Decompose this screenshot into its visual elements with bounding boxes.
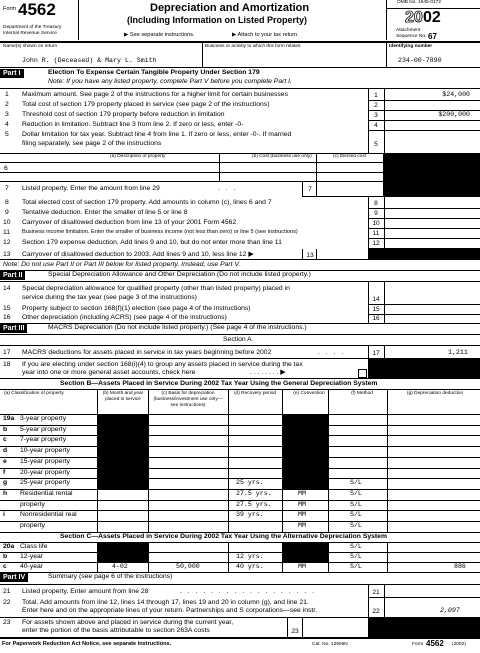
part1-line-number: 1 <box>5 91 9 98</box>
row-number: d <box>3 447 8 455</box>
recovery-period: 27.5 yrs. <box>236 489 272 497</box>
row-label: property <box>20 500 45 508</box>
tax-year-suffix: 02 <box>423 9 441 26</box>
part2-line-text: Special depreciation allowance for qualified property (other than listed property) placed in <box>22 285 290 292</box>
footer-cat-no: Cat. No. 12906N <box>312 642 348 647</box>
form-title: Depreciation and Amortization <box>150 2 310 14</box>
row-label: 5-year property <box>20 425 67 433</box>
convention: MM <box>298 511 306 519</box>
part1-line-text: Total cost of section 179 property placed in service (see page 2 of the instructions) <box>22 101 270 108</box>
convention: MM <box>298 563 306 570</box>
month-placed: 4-02 <box>112 563 128 570</box>
part1-line-text: Reduction in limitation. Subtract line 3 from line 2. If zero or less, enter -0- <box>22 121 244 128</box>
part1-line-box: 2 <box>374 102 378 109</box>
shaded-area <box>282 414 328 489</box>
recovery-period: 12 yrs. <box>236 553 264 560</box>
business-label: Business or activity to which this form relates <box>205 44 301 49</box>
line22-text: Total. Add amounts from line 12, lines 14 through 17, lines 19 and 20 in column (g), and line 21. <box>22 599 309 606</box>
form-subtitle: (Including Information on Listed Property) <box>127 15 307 25</box>
line23-number: 23 <box>3 619 11 626</box>
row-label: Nonresidential real <box>20 511 77 519</box>
part1-line-text: Maximum amount. See page 2 of the instructions for a higher limit for certain businesses <box>22 91 288 98</box>
row-number: 19a <box>3 415 15 422</box>
column-heading: (c) Basis for depreciation (business/investment use only—see instructions) <box>153 391 223 408</box>
line23-box: 23 <box>291 628 299 635</box>
part1-line-box: 4 <box>374 122 378 129</box>
row-number: c <box>3 436 7 444</box>
line13-text: Carryover of disallowed deduction to 2003. Add lines 9 and 10, less line 12 ▶ <box>22 251 254 258</box>
line13-number: 13 <box>3 251 11 258</box>
names-label: Name(s) shown on return <box>3 44 58 49</box>
part2-line-number: 14 <box>3 285 11 292</box>
row-number: 20a <box>3 543 15 550</box>
method: S/L <box>350 543 362 550</box>
shaded-area <box>282 542 328 562</box>
method: S/L <box>350 500 362 508</box>
line13-box: 13 <box>306 252 314 259</box>
part2-line-number: 16 <box>3 314 11 321</box>
line7-number: 7 <box>5 185 9 192</box>
row-label: 7-year property <box>20 436 67 444</box>
part1-line-box: 11 <box>372 230 380 237</box>
sequence-number: 67 <box>428 32 437 41</box>
part2-line-text: Property subject to section 168(f)(1) election (see page 4 of the instructions) <box>22 305 251 312</box>
part4-tag: Part IV <box>0 573 28 582</box>
part1-line-number: 11 <box>3 229 11 236</box>
part1-line-box: 12 <box>372 240 380 247</box>
part1-note2: Note: Do not use Part II or Part III below for listed property. Instead, use Part V. <box>3 261 241 268</box>
part2-line-box: 16 <box>372 315 380 322</box>
method: S/L <box>350 553 362 560</box>
recovery-period: 25 yrs. <box>236 479 264 487</box>
row-label: 40-year <box>20 563 44 570</box>
line22-number: 22 <box>3 599 11 606</box>
row-label: 25-year property <box>20 479 70 487</box>
part2-line-box: 15 <box>372 306 380 313</box>
part1-line-value[interactable]: $200,000 <box>438 111 470 118</box>
column-heading: (a) Classification of property <box>4 391 64 396</box>
part2-line-text2: service during the tax year (see page 3 of the instructions) <box>22 294 197 301</box>
omb-number: OMB No. 1545-0172 <box>397 0 441 5</box>
row-label: 3-year property <box>20 415 67 422</box>
row-number: i <box>3 511 5 519</box>
part1-note: Note: If you have any listed property, complete Part V before you complete Part I. <box>48 78 292 85</box>
part1-line-box: 3 <box>374 112 378 119</box>
line21-box: 21 <box>372 589 380 596</box>
column-heading: (e) Convention <box>293 391 325 396</box>
identifying-number-label: Identifying number <box>389 44 433 49</box>
part1-line-box: 8 <box>374 200 378 207</box>
sequence-label: Sequence No. <box>396 34 427 39</box>
row-number: b <box>3 553 8 560</box>
line22-value: 2,097 <box>440 607 460 614</box>
part2-tag: Part II <box>0 271 25 280</box>
see-instructions: ▶ See separate instructions. <box>124 32 195 38</box>
recovery-period: 27.5 yrs. <box>236 500 272 508</box>
recovery-period: 40 yrs. <box>236 563 264 570</box>
shaded-area <box>98 542 148 562</box>
row-number: c <box>3 563 7 570</box>
column-heading: (f) Method <box>351 391 373 396</box>
shaded-area <box>384 153 480 181</box>
row-label: Class life <box>20 543 48 550</box>
part1-line-text: Section 179 expense deduction. Add lines 9 and 10, but do not enter more than line 11 <box>22 239 282 246</box>
part1-line-box: 10 <box>372 220 380 227</box>
line6-number: 6 <box>4 165 8 172</box>
form-number: 4562 <box>18 0 56 19</box>
method: S/L <box>350 511 362 519</box>
line7-box: 7 <box>308 186 312 193</box>
part2-line-text: Other depreciation (including ACRS) (see page 4 of the instructions) <box>22 314 227 321</box>
part1-line-number: 3 <box>5 111 9 118</box>
part1-line-text: Total elected cost of section 179 property. Add amounts in column (c), lines 6 and 7 <box>22 199 272 206</box>
column-heading: (b) Month and year placed in service <box>102 391 144 402</box>
line17-value: 1,211 <box>448 349 468 356</box>
part2-line-number: 15 <box>3 305 11 312</box>
part1-title: Election To Expense Certain Tangible Property Under Section 179 <box>48 69 260 76</box>
line22-box: 22 <box>372 608 380 615</box>
convention: MM <box>298 489 306 497</box>
line18-text2: year into one or more general asset accounts, check here <box>22 369 196 376</box>
part1-line-text: Business income limitation. Enter the smaller of business income (not less than zero) or line 5 (see instructions) <box>22 229 298 235</box>
part3-tag: Part III <box>0 324 27 333</box>
method: S/L <box>350 479 362 487</box>
col-b-cost: (b) Cost (business use only) <box>252 154 312 159</box>
column-heading: (g) Depreciation deduction <box>406 391 464 396</box>
part1-line-number: 8 <box>5 199 9 206</box>
part1-line-text: Threshold cost of section 179 property before reduction in limitation <box>22 111 225 118</box>
part4-title: Summary (see page 6 of the instructions) <box>48 573 173 580</box>
line21-text: Listed property. Enter amount from line 28 <box>22 588 149 595</box>
part1-line-text2: filing separately, see page 2 of the instructions <box>22 140 162 147</box>
section-c-label: Section C—Assets Placed in Service During 2002 Tax Year Using the Alternative Depreciation System <box>60 533 388 540</box>
line23-text: For assets shown above and placed in service during the current year, <box>22 619 234 626</box>
line22-text2: Enter here and on the appropriate lines of your return. Partnerships and S corporations—see instr. <box>22 607 318 614</box>
identifying-number: 234-00-7890 <box>398 57 442 64</box>
part1-line-value[interactable]: $24,000 <box>442 91 470 98</box>
row-label: 10-year property <box>20 447 70 455</box>
row-label: 12-year <box>20 553 44 560</box>
convention: MM <box>298 522 306 529</box>
column-heading: (d) Recovery period <box>233 391 277 396</box>
row-number: h <box>3 489 8 497</box>
form-word: Form <box>3 6 17 12</box>
line18-number: 18 <box>3 361 11 368</box>
footer-notice: For Paperwork Reduction Act Notice, see separate instructions. <box>2 641 172 647</box>
shaded-area <box>98 414 148 489</box>
part1-line-number: 2 <box>5 101 9 108</box>
dept-treasury: Department of the Treasury <box>3 25 62 30</box>
part1-tag: Part I <box>0 69 24 78</box>
basis: 50,000 <box>176 563 200 570</box>
col-a-description: (a) Description of property <box>110 154 166 159</box>
row-label: 20-year property <box>20 468 70 476</box>
convention: MM <box>298 500 306 508</box>
row-label: property <box>20 522 45 529</box>
col-c-elected: (c) Elected cost <box>333 154 367 159</box>
tax-year-prefix: 20 <box>405 9 423 26</box>
row-label: Residential rental <box>20 489 73 497</box>
row-number: b <box>3 425 8 433</box>
line21-number: 21 <box>3 588 11 595</box>
method: S/L <box>350 489 362 497</box>
footer-form-word: Form <box>412 642 424 647</box>
line23-text2: enter the portion of the basis attributable to section 263A costs <box>22 627 210 634</box>
line17-box: 17 <box>372 350 380 357</box>
part1-line-box: 1 <box>374 92 378 99</box>
part1-line-number: 10 <box>3 219 11 226</box>
part1-line-number: 5 <box>5 131 9 138</box>
irs-label: Internal Revenue Service <box>3 31 57 36</box>
section-b-label: Section B—Assets Placed in Service During 2002 Tax Year Using the General Depreciation System <box>60 380 378 387</box>
footer-form-number: 4562 <box>426 639 444 648</box>
section-a-label: Section A <box>223 336 252 343</box>
footer-year: (2002) <box>452 642 466 647</box>
taxpayer-name: John R. (Deceased) & Mary L. Smith <box>22 57 157 64</box>
part1-line-number: 9 <box>5 209 9 216</box>
part2-title: Special Depreciation Allowance and Other Depreciation (Do not include listed property.) <box>48 271 311 278</box>
part1-line-box: 5 <box>374 141 378 148</box>
row-number: g <box>3 479 8 487</box>
part1-line-number: 4 <box>5 121 9 128</box>
part1-line-text: Tentative deduction. Enter the smaller of line 5 or line 8 <box>22 209 188 216</box>
line17-text: MACRS deductions for assets placed in service in tax years beginning before 2002 <box>22 349 272 356</box>
line17-number: 17 <box>3 349 11 356</box>
part1-line-text: Dollar limitation for tax year. Subtract line 4 from line 1. If zero or less, enter -0-. If married <box>22 131 292 138</box>
line18-text: If you are electing under section 168(i)(4) to group any assets placed in service during the tax <box>22 361 303 368</box>
part1-line-number: 12 <box>3 239 11 246</box>
form-header <box>0 0 480 46</box>
row-label: 15-year property <box>20 457 70 465</box>
line7-text: Listed property. Enter the amount from line 29 <box>22 185 160 192</box>
part3-title: MACRS Depreciation (Do not include listed property.) (See page 4 of the instructions.) <box>48 324 307 331</box>
row-number: e <box>3 457 7 465</box>
attachment-label: Attachment <box>396 28 421 33</box>
depreciation-deduction: 886 <box>454 563 466 570</box>
method: S/L <box>350 563 362 570</box>
attach-instruction: ▶ Attach to your tax return. <box>232 32 299 38</box>
line18-checkbox[interactable] <box>358 369 367 378</box>
row-number: f <box>3 468 6 476</box>
part2-line-box: 14 <box>372 296 380 303</box>
part1-line-text: Carryover of disallowed deduction from line 13 of your 2001 Form 4562 <box>22 219 237 226</box>
part1-line-box: 9 <box>374 210 378 217</box>
method: S/L <box>350 522 362 529</box>
recovery-period: 39 yrs. <box>236 511 264 519</box>
